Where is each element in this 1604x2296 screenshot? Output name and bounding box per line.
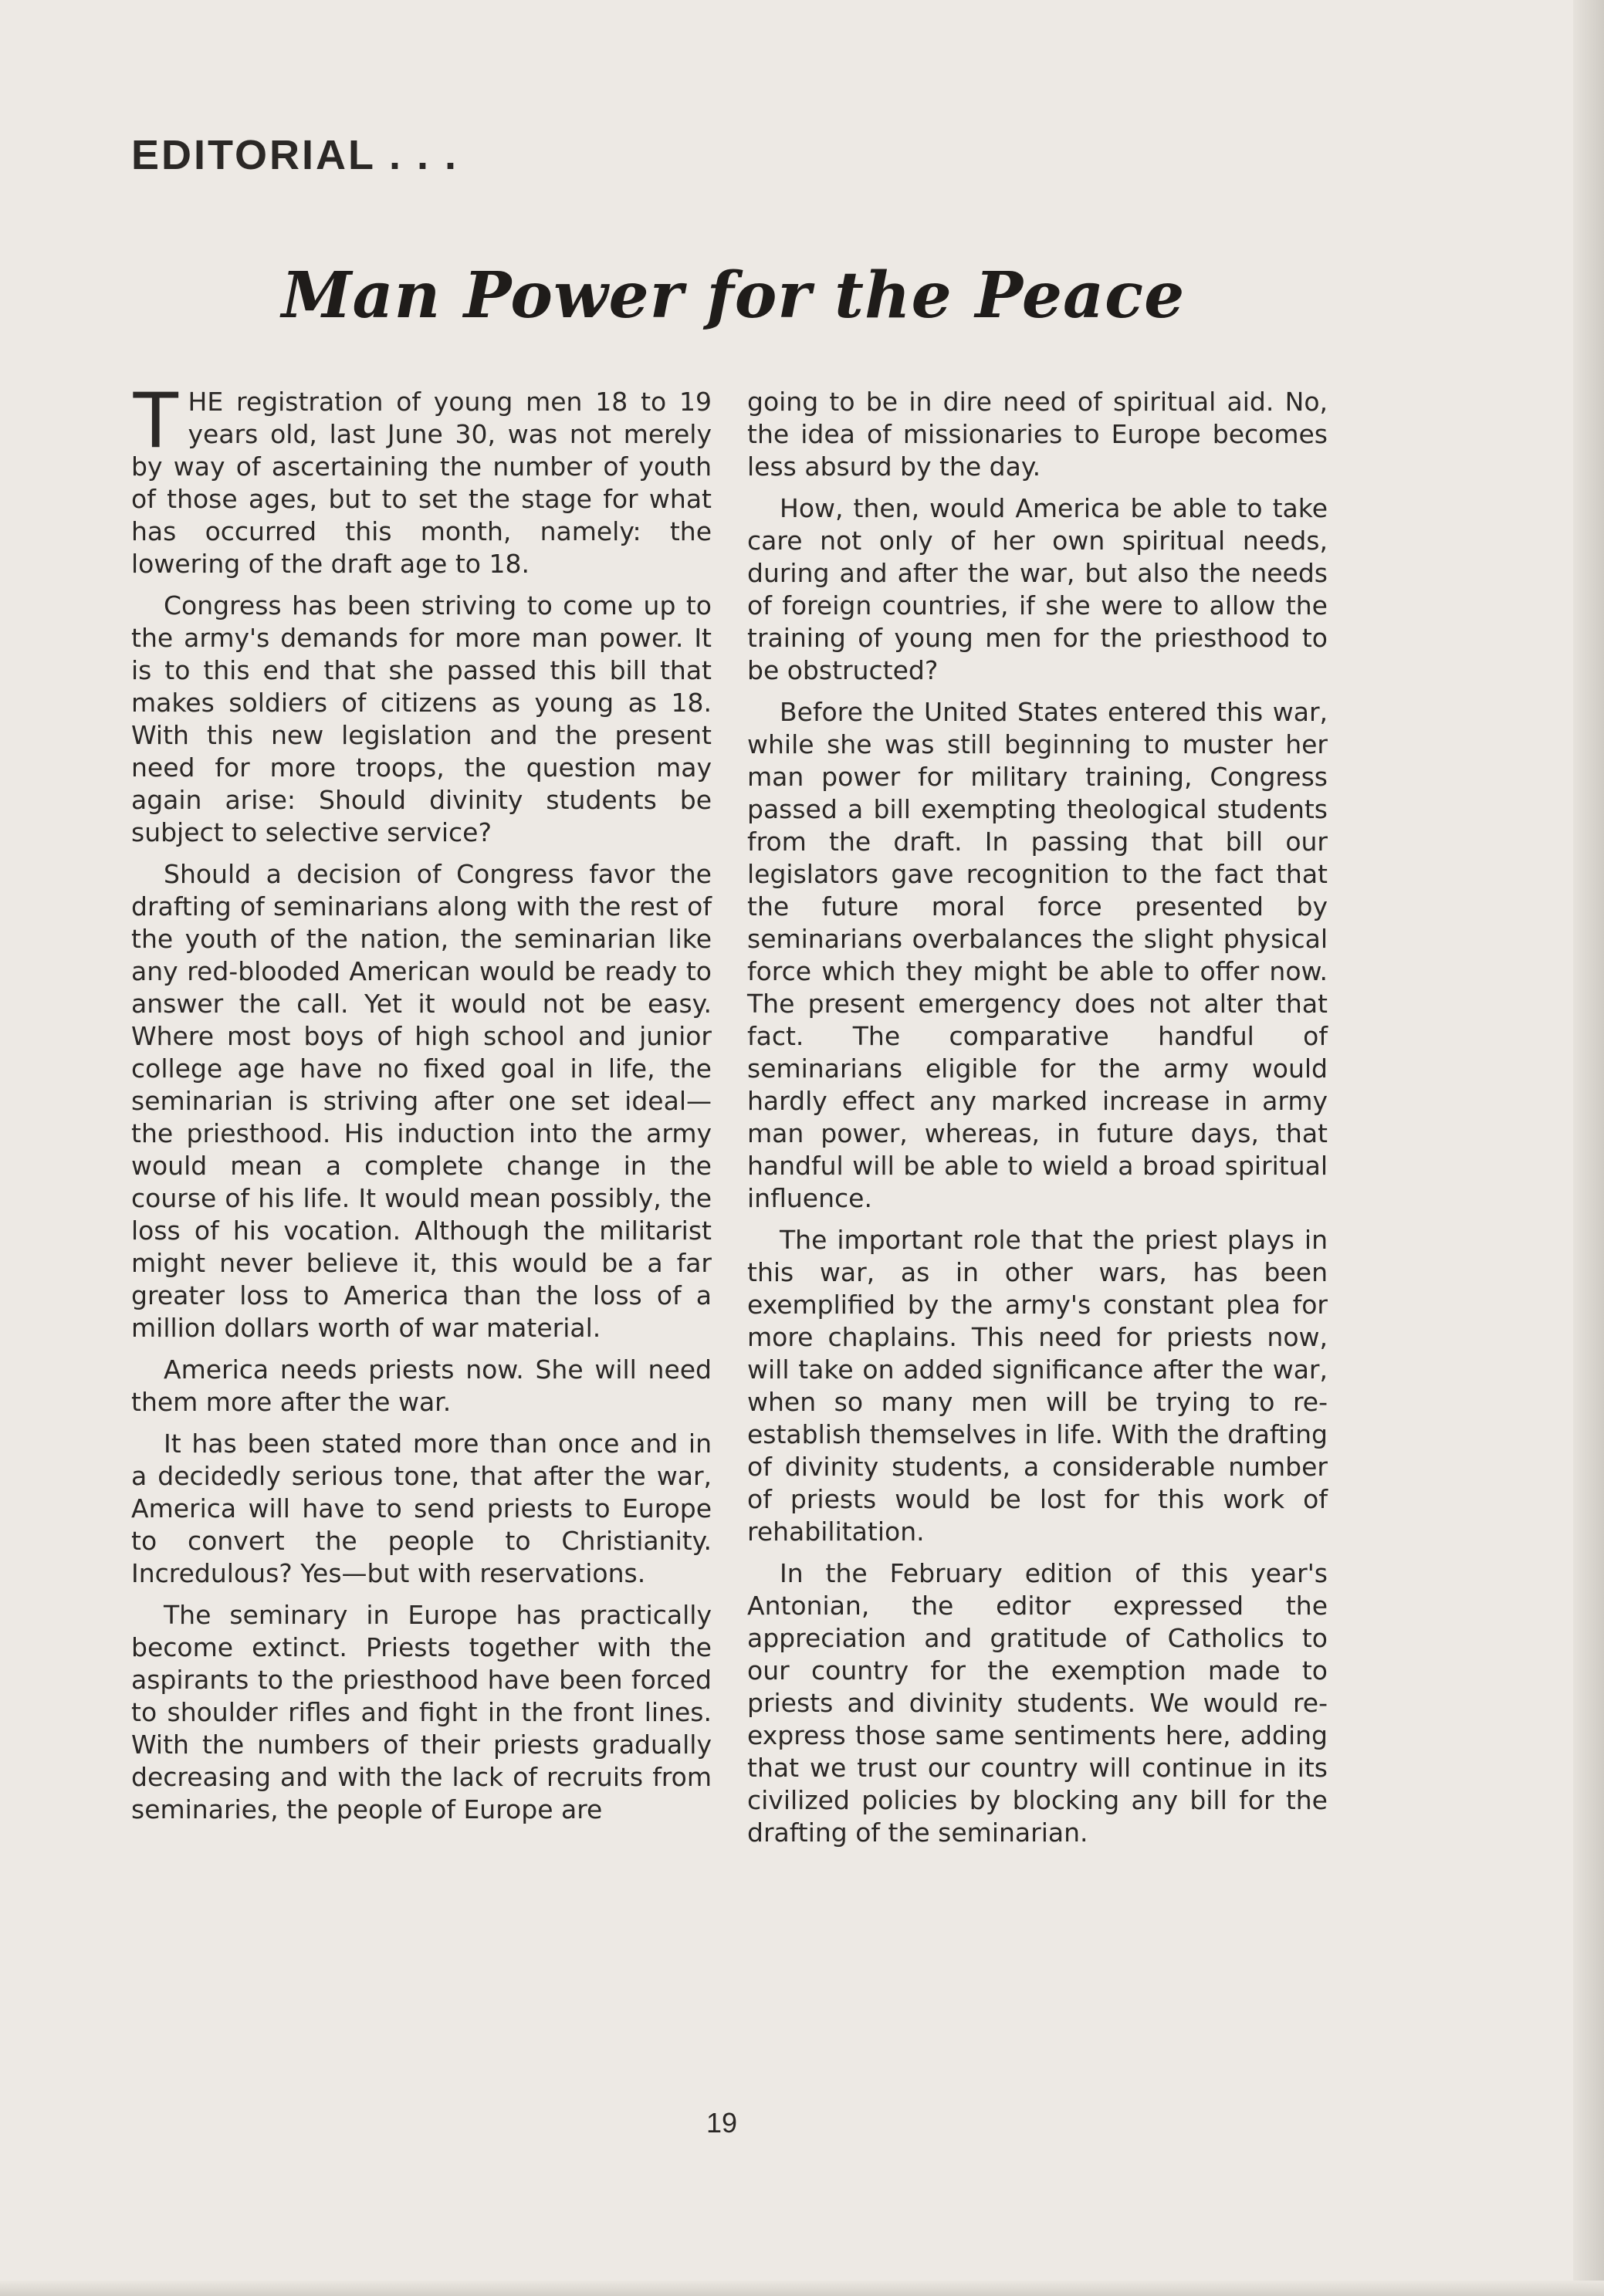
section-label: EDITORIAL . . . [131, 132, 459, 178]
paragraph-1 [131, 375, 712, 580]
paragraph-3: Should a decision of Congress favor the drafting of seminarians along with the rest of the youth of the nation, the seminarian like any red-blooded American would be ready to answer the call. Yet it would not be easy. Where most boys of high school and junior college age have no fixed goal in life, the seminarian is striving after one set ideal— the priesthood. His induction into the army would mean a complete change in the course of his life. It would mean possibly, the loss of his vocation. Although the militarist might never believe it, this would be a far greater loss to America than the loss of a million dollars worth of war material. [131, 859, 712, 1343]
article-title: Man Power for the Peace [281, 259, 1186, 333]
page-edge-right [1573, 0, 1604, 2296]
paragraph-11: In the February edition of this year's Antonian, the editor expressed the appreciation and gratitude of Catholics to our country for the exemption made to priests and divinity students. We would re-express those same sentiments here, adding that we trust our country will continue in its civilized policies by blocking any bill for the drafting of the seminarian. [747, 1558, 1328, 1848]
paragraph-9: Before the United States entered this war, while she was still beginning to muster her man power for military training, Congress passed a bill exempting theological students from the draft. In passing that bill our legislators gave recognition to the fact that the future moral force presented by seminarians overbalances the slight physical force which they might be able to offer now. The present emergency does not alter that fact. The comparative handful of seminarians eligible for the army would hardly effect any marked increase in army man power, whereas, in future days, that handful will be able to wield a broad spiritual influence. [747, 697, 1328, 1213]
paragraph-5: It has been stated more than once and in a decidedly serious tone, that after the war, America will have to send priests to Europe to convert the people to Christianity. Incredulous? Yes—but with reservations. [131, 1429, 712, 1588]
paragraph-7: going to be in dire need of spiritual aid. No, the idea of missionaries to Europe becomes less absurd by the day. [747, 387, 1328, 482]
page-edge-bottom [0, 2281, 1604, 2296]
paragraph-6: The seminary in Europe has practically become extinct. Priests together with the aspirants to the priesthood have been forced to shoulder rifles and fight in the front lines. With the numbers of their priests gradually decreasing and with the lack of recruits from seminaries, the people of Europe are [131, 1600, 712, 1824]
drop-cap: T [131, 375, 181, 465]
paragraph-1-text: HE registration of young men 18 to 19 years old, last June 30, was not merely by way of ascertaining the number of youth of those ages, but to set the stage for what has occurred this month, namely: the lowering of the draft age to 18. [131, 387, 712, 579]
paragraph-8: How, then, would America be able to take care not only of her own spiritual needs, during and after the war, but also the needs of foreign countries, if she were to allow the training of young men for the priesthood to be obstructed? [747, 493, 1328, 685]
page-number: 19 [706, 2107, 738, 2139]
left-column [131, 375, 712, 1835]
paragraph-10: The important role that the priest plays in this war, as in other wars, has been exemplified by the army's constant plea for more chaplains. This need for priests now, will take on added significance after the war, when so many men will be trying to re-establish themselves in life. With the drafting of divinity students, a considerable number of priests would be lost for this work of rehabilitation. [747, 1225, 1328, 1547]
paragraph-4: America needs priests now. She will need them more after the war. [131, 1354, 712, 1417]
paragraph-2: Congress has been striving to come up to the army's demands for more man power. It is to this end that she passed this bill that makes soldiers of citizens as young as 18. With this new legislation and the present need for more troops, the question may again arise: Should divinity students be subject to selective service? [131, 590, 712, 847]
right-column [747, 386, 1328, 1858]
